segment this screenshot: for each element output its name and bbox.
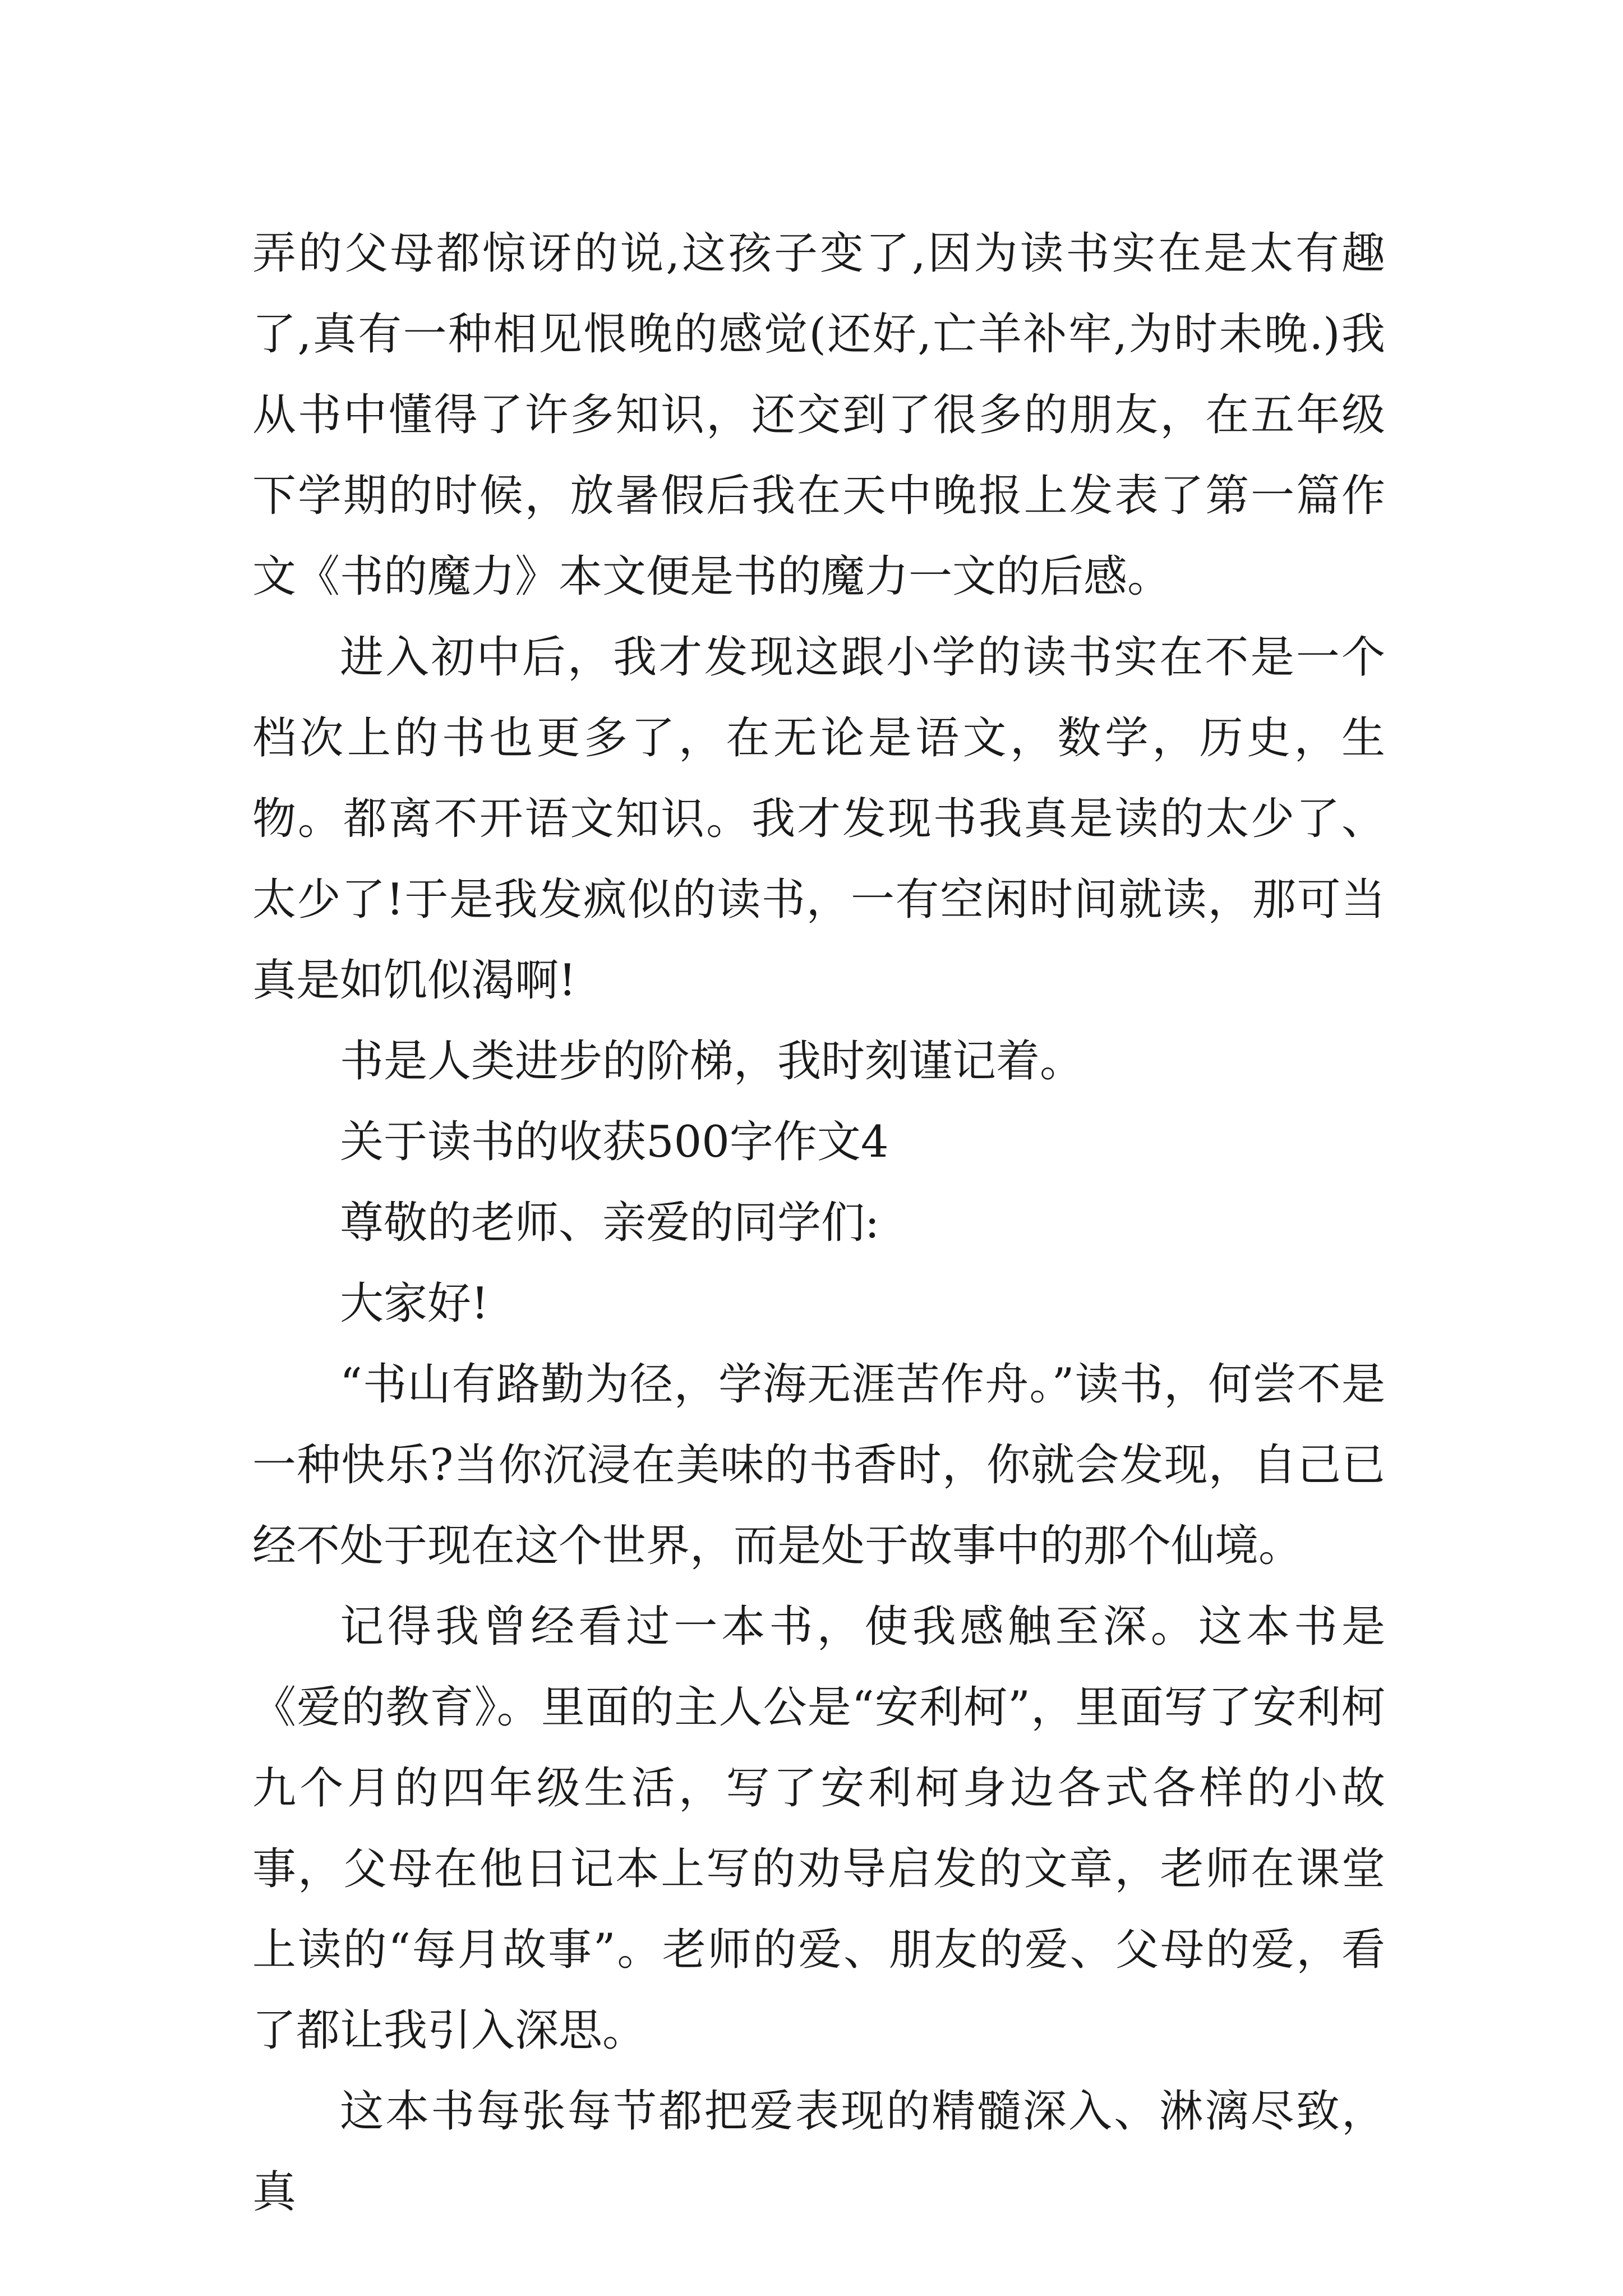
paragraph: 记得我曾经看过一本书，使我感触至深。这本书是《爱的教育》。里面的主人公是“安利柯”，里面写了安利柯九个月的四年级生活，写了安利柯身边各式各样的小故事，父母在他日记本上写的劝导启发的文章，老师在课堂上读的“每月故事”。老师的爱、朋友的爱、父母的爱，看了都让我引入深思。	[252, 1602, 1385, 2056]
paragraph: 进入初中后，我才发现这跟小学的读书实在不是一个档次上的书也更多了，在无论是语文，数学，历史，生物。都离不开语文知识。我才发现书我真是读的太少了、太少了!于是我发疯似的读书，一有空闲时间就读，那可当真是如饥似渴啊!	[252, 632, 1385, 1006]
paragraph: “书山有路勤为径，学海无涯苦作舟。”读书，何尝不是一种快乐?当你沉浸在美味的书香时，你就会发现，自己已经不处于现在这个世界，而是处于故事中的那个仙境。	[252, 1359, 1385, 1571]
paragraph-continued: 弄的父母都惊讶的说,这孩子变了,因为读书实在是太有趣了,真有一种相见恨晚的感觉(还好,亡羊补牢,为时未晚.)我从书中懂得了许多知识，还交到了很多的朋友，在五年级下学期的时候，放暑假后我在天中晚报上发表了第一篇作文《书的魔力》本文便是书的魔力一文的后感。	[252, 228, 1385, 602]
greeting: 大家好!	[340, 1278, 489, 1329]
paragraph: 书是人类进步的阶梯，我时刻谨记着。	[340, 1036, 1084, 1087]
salutation: 尊敬的老师、亲爱的同学们:	[340, 1198, 880, 1248]
essay-heading: 关于读书的收获500字作文4	[340, 1117, 889, 1167]
paragraph: 这本书每张每节都把爱表现的精髓深入、淋漓尽致，真	[252, 2086, 1385, 2217]
body-text	[252, 213, 1385, 2233]
